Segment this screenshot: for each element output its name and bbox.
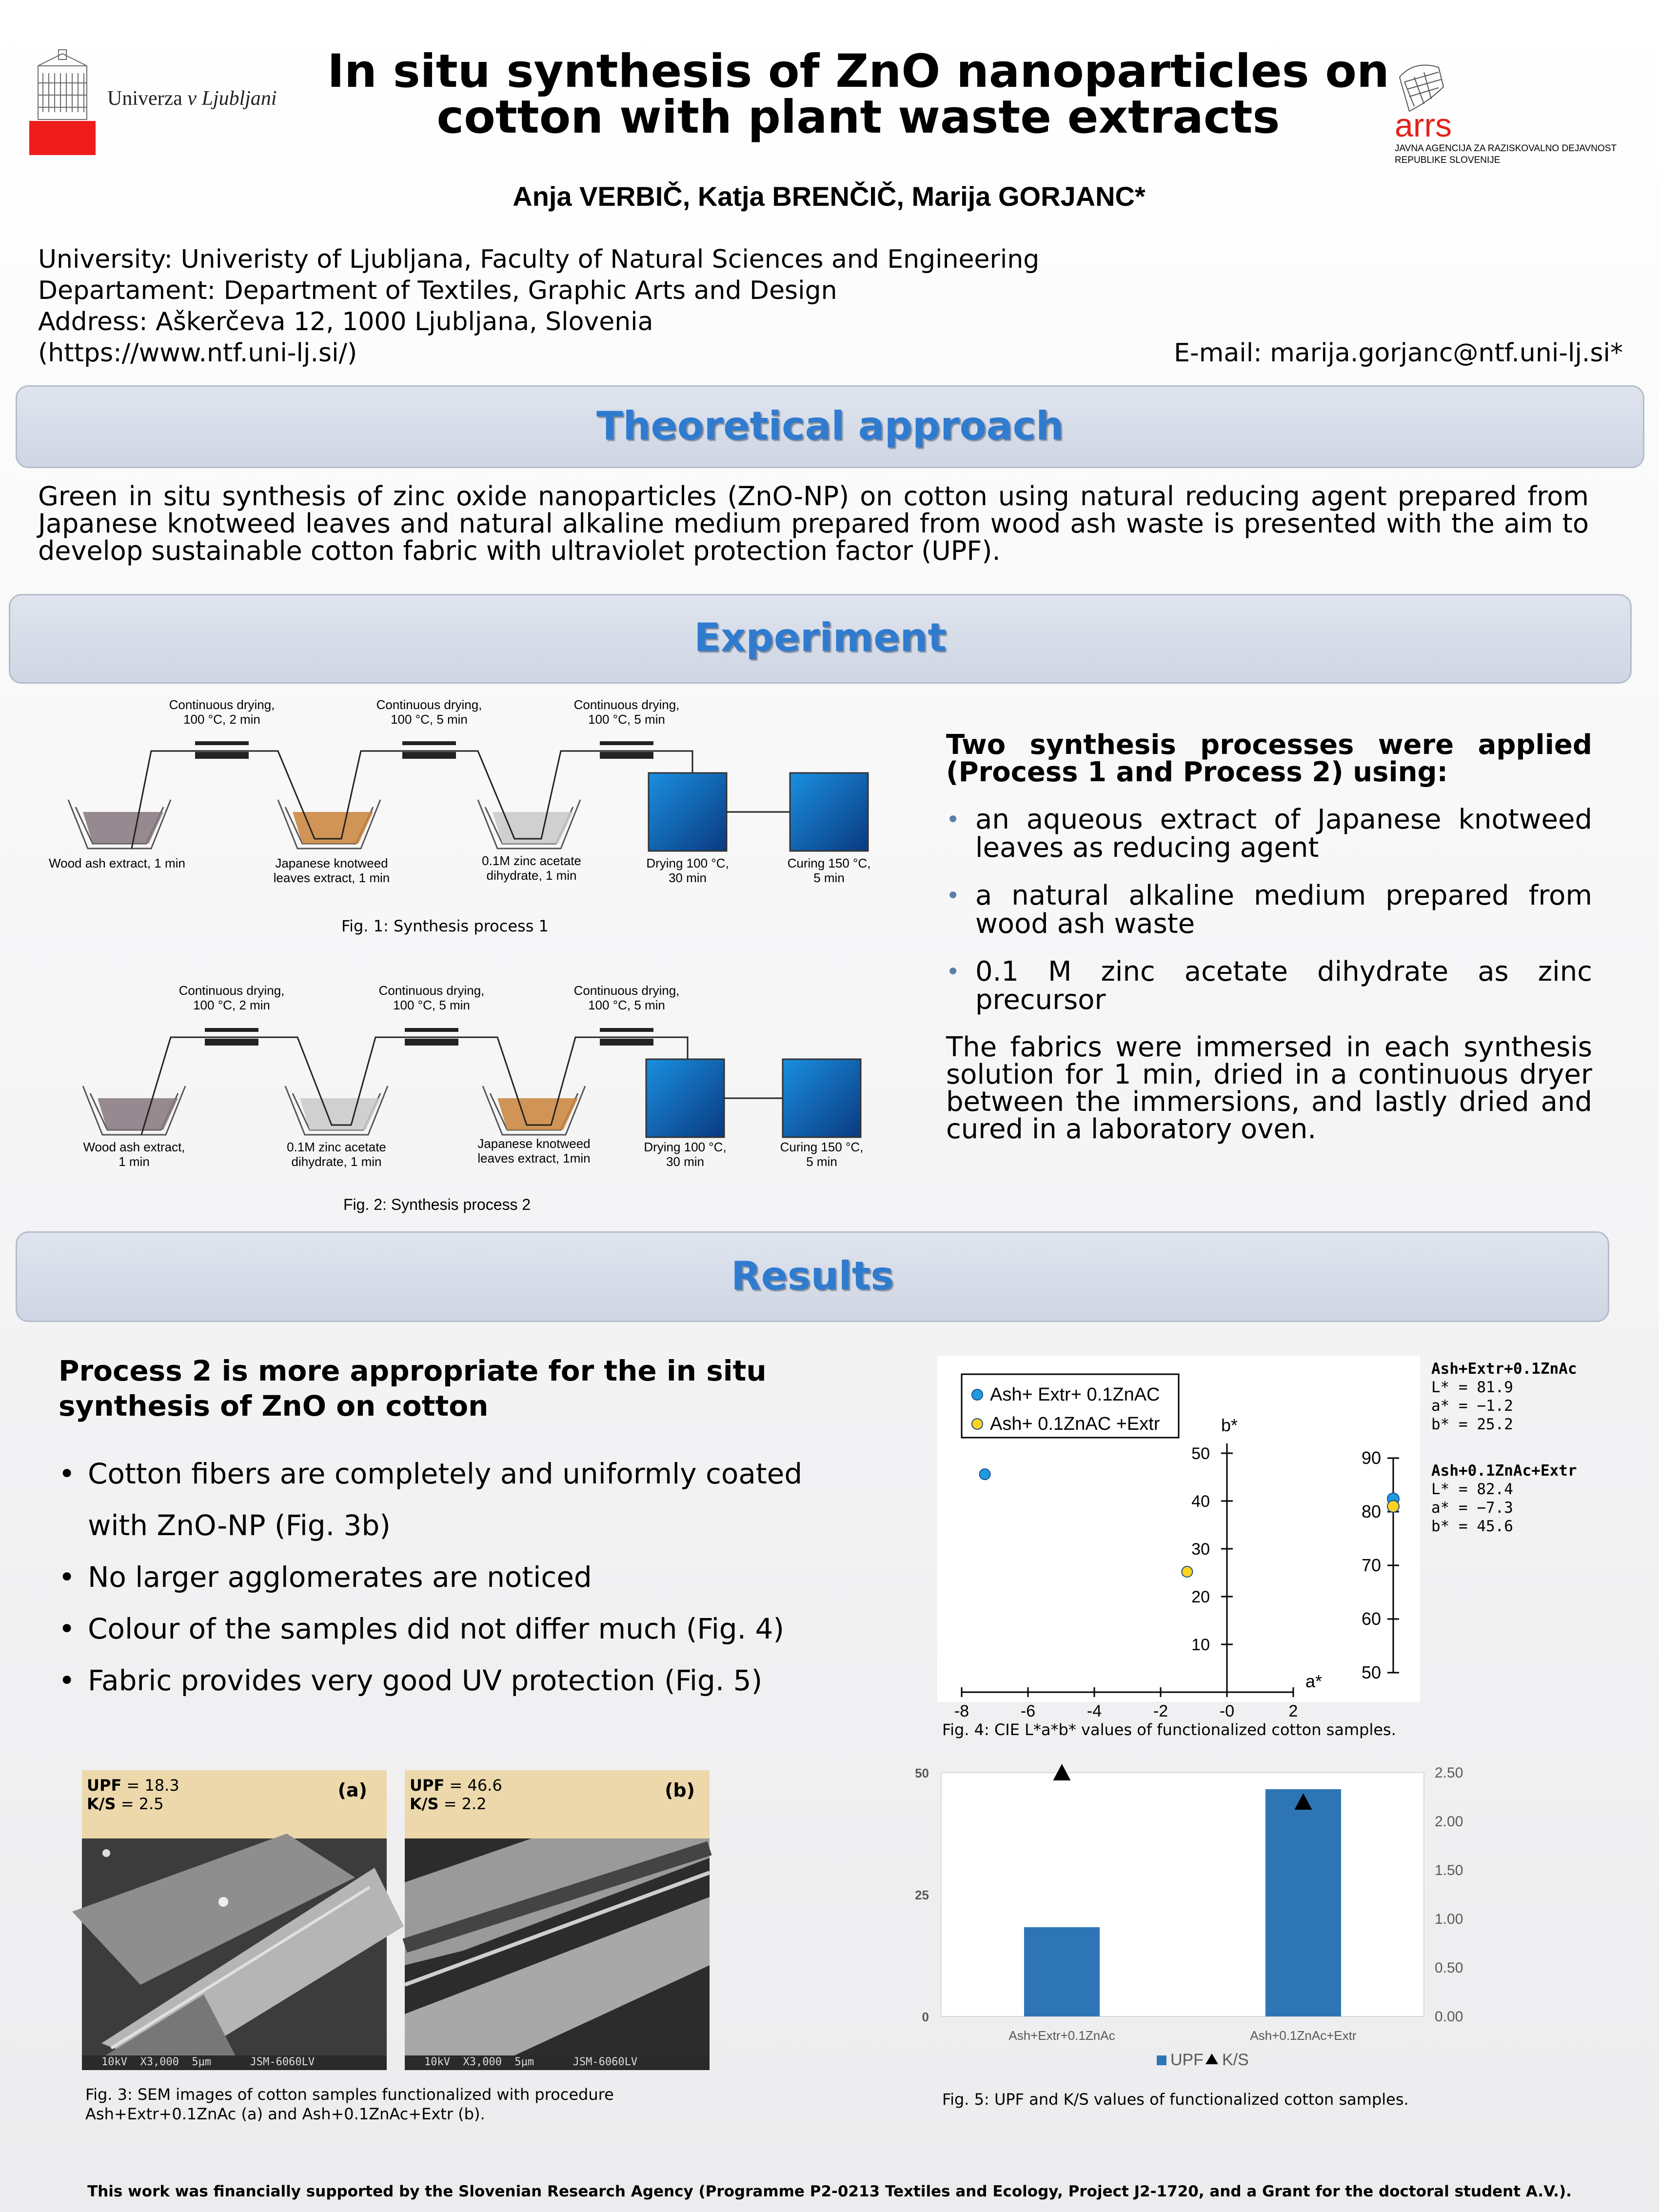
sem-a-micrograph (82, 1838, 387, 2070)
plot-area (941, 1773, 1424, 2016)
fiber-micrograph-icon (405, 1838, 710, 2070)
experiment-bullets (946, 806, 1592, 1014)
bath-zinc-acetate (478, 800, 580, 849)
list-item: • an aqueous extract of Japanese knotweed leaves as reducing agent (946, 806, 1592, 862)
y-tick-label: 50 (1191, 1444, 1210, 1463)
p2-bath-1-label: Wood ash extract, 1 min (83, 1140, 185, 1169)
experiment-intro: Two synthesis processes were applied (Process 1 and Process 2) using: (946, 729, 1592, 788)
sem-b-micrograph (405, 1838, 710, 2070)
sem-b-scale: 10kV X3,000 5μm JSM-6060LV (424, 2056, 638, 2068)
university-name: Univerza (107, 87, 188, 110)
y2-tick-label: 1.50 (1435, 1862, 1463, 1878)
y-tick-label: 40 (1191, 1492, 1210, 1511)
category-label: Ash+0.1ZnAc+Extr (1250, 2028, 1357, 2043)
sem-a-header: UPF = 18.3 K/S = 2.5 (a) (82, 1770, 387, 1838)
legend-label: K/S (1222, 2051, 1249, 2069)
legend-label: UPF (1170, 2051, 1204, 2069)
y-tick-label: 10 (1191, 1636, 1210, 1654)
cielab-values-1: Ash+Extr+0.1ZnAc L* = 81.9 a* = −1.2 b* = 25.2 (1431, 1360, 1577, 1433)
y2-tick-label: 2.00 (1435, 1814, 1463, 1830)
affil-department: Departament: Department of Textiles, Graphic Arts and Design (38, 276, 837, 305)
legend-marker (972, 1389, 983, 1400)
l-tick-label: 50 (1361, 1662, 1381, 1682)
l-tick-label: 80 (1361, 1501, 1381, 1521)
y2-tick-label: 0.50 (1435, 1960, 1463, 1976)
legend-marker-upf (1157, 2055, 1166, 2065)
poster-title (273, 45, 1443, 144)
sem-b-tag: (b) (665, 1779, 695, 1801)
bath-knotweed (278, 800, 380, 849)
university-name-city: v Ljubljani (187, 87, 277, 110)
bath-wood-ash (68, 800, 171, 849)
arrs-logo (1395, 58, 1648, 170)
section-heading-theory: Theoretical approach (596, 403, 1064, 449)
results-summary (59, 1353, 888, 1706)
title-line-1: In situ synthesis of ZnO nanoparticles on (327, 45, 1389, 98)
section-heading-experiment: Experiment (694, 615, 947, 660)
l-tick-label: 70 (1361, 1555, 1381, 1575)
bar-upf (1024, 1927, 1100, 2016)
section-band-experiment (9, 594, 1632, 684)
fig-4-chart (937, 1356, 1420, 1720)
x-axis-label: a* (1305, 1671, 1323, 1691)
p1-bath-1-label: Wood ash extract, 1 min (49, 856, 185, 870)
list-item: • Cotton fibers are completely and uniformly coated (59, 1448, 888, 1500)
affil-address: Address: Aškerčeva 12, 1000 Ljubljana, Slovenia (38, 307, 653, 336)
arrs-line-1: JAVNA AGENCIJA ZA RAZISKOVALNO DEJAVNOST (1395, 143, 1617, 154)
dryer-2 (402, 741, 456, 759)
y-tick-label: 30 (1191, 1540, 1210, 1559)
oven-curing-2 (783, 1059, 861, 1137)
university-logo (28, 49, 301, 156)
section-band-results (16, 1231, 1609, 1322)
oven-drying (649, 773, 727, 851)
footer-acknowledgement: This work was financially supported by the Slovenian Research Agency (Programme P2-0213 Textiles and Ecology, Project J2-1720, and a Grant for the doctoral student A.V.). (87, 2183, 1572, 2200)
p1-bath-3-label: 0.1M zinc acetate dihydrate, 1 min (482, 853, 581, 883)
p1-dryer-2-label: Continuous drying, 100 °C, 5 min (376, 697, 482, 727)
y2-tick-label: 2.50 (1435, 1765, 1463, 1781)
data-point (980, 1469, 990, 1480)
list-item: • 0.1 M zinc acetate dihydrate as zinc precursor (946, 958, 1592, 1014)
x-tick-label: 2 (1288, 1702, 1298, 1720)
dryer-3 (600, 741, 653, 759)
fig-1-caption: Fig. 1: Synthesis process 1 (341, 917, 549, 935)
sem-a-scale: 10kV X3,000 5μm JSM-6060LV (101, 2056, 315, 2068)
university-building-icon (28, 49, 97, 156)
fig-2-caption: Fig. 2: Synthesis process 2 (343, 1196, 531, 1213)
arrs-line-2: REPUBLIKE SLOVENIJE (1395, 155, 1501, 165)
p2-bath-3-label: Japanese knotweed leaves extract, 1min (477, 1136, 591, 1165)
p1-bath-2-label: Japanese knotweed leaves extract, 1 min (273, 856, 390, 885)
list-item: • No larger agglomerates are noticed (59, 1551, 888, 1603)
x-tick-label: -8 (954, 1702, 969, 1720)
y-tick-label: 20 (1191, 1588, 1210, 1606)
y2-tick-label: 0.00 (1435, 2009, 1463, 2025)
bath-zinc-acetate-2 (285, 1086, 388, 1135)
y-tick-label: 50 (915, 1766, 929, 1780)
experiment-closing: The fabrics were immersed in each synthesis solution for 1 min, dried in a continuous dryer between the immersions, and lastly dried and cured in a laboratory oven. (946, 1031, 1592, 1145)
l-data-point (1387, 1501, 1399, 1512)
bath-knotweed-2 (483, 1086, 585, 1135)
upf-ks-bar-chart (907, 1758, 1482, 2080)
x-tick-label: -0 (1219, 1702, 1235, 1720)
affil-url[interactable]: (https://www.ntf.uni-lj.si/) (38, 338, 357, 368)
fig-4-caption: Fig. 4: CIE L*a*b* values of functionalized cotton samples. (942, 1720, 1396, 1739)
fig-5-caption: Fig. 5: UPF and K/S values of functionalized cotton samples. (942, 2090, 1409, 2109)
list-item: • Colour of the samples did not differ much (Fig. 4) (59, 1603, 888, 1655)
list-item: • a natural alkaline medium prepared from wood ash waste (946, 882, 1592, 938)
fig-3-caption: Fig. 3: SEM images of cotton samples functionalized with procedure Ash+Extr+0.1ZnAc (a) and Ash+0.1ZnAc+Extr (b). (85, 2085, 614, 2123)
section-band-theory (16, 385, 1644, 468)
legend-label: Ash+ Extr+ 0.1ZnAC (990, 1384, 1160, 1405)
affil-university: University: Univeristy of Ljubljana, Faculty of Natural Sciences and Engineering (38, 245, 1040, 274)
sem-image-b (405, 1770, 710, 2070)
p1-dryer-3-label: Continuous drying, 100 °C, 5 min (573, 697, 680, 727)
p2-dryer-1-label: Continuous drying, 100 °C, 2 min (178, 983, 285, 1012)
legend-label: Ash+ 0.1ZnAC +Extr (990, 1414, 1160, 1434)
bath-wood-ash-2 (83, 1086, 185, 1135)
results-subheading: Process 2 is more appropriate for the in situ synthesis of ZnO on cotton (59, 1354, 767, 1422)
x-tick-label: -6 (1020, 1702, 1036, 1720)
l-tick-label: 60 (1361, 1609, 1381, 1629)
p1-drying-label: Drying 100 °C, 30 min (646, 856, 729, 885)
oven-curing (790, 773, 868, 851)
p2-curing-label: Curing 150 °C, 5 min (780, 1140, 864, 1169)
x-tick-label: -4 (1086, 1702, 1102, 1720)
process-2-diagram (39, 981, 897, 1225)
bar-upf (1265, 1789, 1341, 2016)
theory-text: Green in situ synthesis of zinc oxide nanoparticles (ZnO-NP) on cotton using natural reducing agent prepared from Japanese knotweed leaves and natural alkaline medium prepared from wood ash waste is presented with the aim to develop sustainable cotton fabric with ultraviolet protection factor (UPF). (38, 481, 1589, 566)
fig-5-chart (907, 1758, 1482, 2080)
sem-image-a (82, 1770, 387, 2070)
legend-marker (972, 1419, 983, 1429)
cielab-scatter (937, 1356, 1420, 1720)
dryer-1 (195, 741, 249, 759)
y-tick-label: 0 (922, 2010, 929, 2024)
list-item: with ZnO-NP (Fig. 3b) (88, 1509, 391, 1542)
p2-drying-label: Drying 100 °C, 30 min (644, 1140, 727, 1169)
p1-curing-label: Curing 150 °C, 5 min (787, 856, 871, 885)
section-heading-results: Results (731, 1253, 894, 1299)
p2-dryer-3-label: Continuous drying, 100 °C, 5 min (573, 983, 680, 1012)
fiber-micrograph-icon (82, 1838, 387, 2070)
cielab-values-2: Ash+0.1ZnAc+Extr L* = 82.4 a* = −7.3 b* = 45.6 (1431, 1462, 1577, 1535)
legend-marker-ks (1205, 2054, 1218, 2064)
l-tick-label: 90 (1361, 1448, 1381, 1468)
p1-dryer-1-label: Continuous drying, 100 °C, 2 min (169, 697, 275, 727)
y-tick-label: 25 (915, 1888, 929, 1902)
y2-tick-label: 1.00 (1435, 1911, 1463, 1927)
y-axis-label: b* (1221, 1415, 1238, 1435)
p2-bath-2-label: 0.1M zinc acetate dihydrate, 1 min (287, 1140, 386, 1169)
affiliation-block (38, 244, 1623, 369)
results-bullets (59, 1448, 888, 1706)
sem-a-tag: (a) (337, 1779, 367, 1801)
category-label: Ash+Extr+0.1ZnAc (1008, 2028, 1115, 2043)
x-tick-label: -2 (1153, 1702, 1168, 1720)
experiment-text (946, 731, 1592, 1143)
authors: Anja VERBIČ, Katja BRENČIČ, Marija GORJANC* (513, 181, 1146, 212)
list-item: • Fabric provides very good UV protection (Fig. 5) (59, 1655, 888, 1706)
sem-b-header: UPF = 46.6 K/S = 2.2 (b) (405, 1770, 710, 1838)
data-point (1182, 1566, 1192, 1577)
title-line-2: cotton with plant waste extracts (436, 91, 1280, 144)
oven-drying-2 (646, 1059, 724, 1137)
process-1-diagram (39, 692, 897, 936)
p2-dryer-2-label: Continuous drying, 100 °C, 5 min (378, 983, 485, 1012)
arrs-name: arrs (1395, 107, 1452, 144)
email-link[interactable]: E-mail: marija.gorjanc@ntf.uni-lj.si* (1174, 338, 1623, 368)
